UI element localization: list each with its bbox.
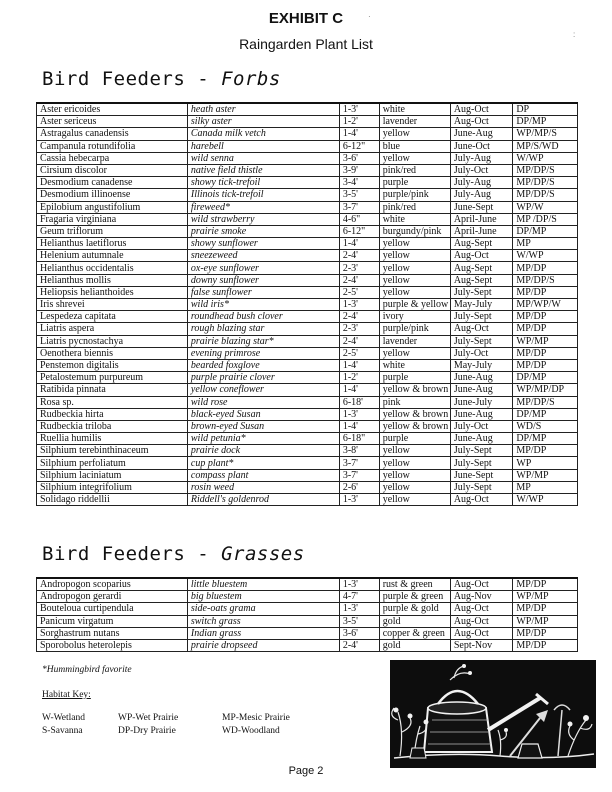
habitat-cell: WP/W bbox=[513, 201, 578, 213]
common-name-cell: prairie smoke bbox=[187, 225, 339, 237]
habitat-cell: WP/MP bbox=[513, 615, 578, 627]
common-name-cell: wild rose bbox=[187, 396, 339, 408]
bloom-time-cell: June-July bbox=[450, 396, 513, 408]
height-cell: 2-6' bbox=[339, 481, 379, 493]
flower-color-cell: yellow & brown bbox=[379, 408, 450, 420]
height-cell: 1-3' bbox=[339, 408, 379, 420]
section-title-grasses: Bird Feeders - Grasses bbox=[42, 543, 305, 565]
habitat-cell: WP/MP/DP bbox=[513, 384, 578, 396]
table-row bbox=[37, 311, 578, 323]
botanical-name-cell: Desmodium canadense bbox=[37, 177, 188, 189]
habitat-cell: MP/DP bbox=[513, 359, 578, 371]
habitat-cell: W/WP bbox=[513, 152, 578, 164]
botanical-name-cell: Petalostemum purpureum bbox=[37, 372, 188, 384]
flower-color-cell: copper & green bbox=[379, 627, 450, 639]
common-name-cell: evening primrose bbox=[187, 347, 339, 359]
common-name-cell: Indian grass bbox=[187, 627, 339, 639]
botanical-name-cell: Cirsium discolor bbox=[37, 164, 188, 176]
common-name-cell: wild iris* bbox=[187, 299, 339, 311]
bloom-time-cell: Aug-Oct bbox=[450, 116, 513, 128]
botanical-name-cell: Bouteloua curtipendula bbox=[37, 603, 188, 615]
height-cell: 2-4' bbox=[339, 335, 379, 347]
common-name-cell: wild petunia* bbox=[187, 433, 339, 445]
section-title-forbs: Bird Feeders - Forbs bbox=[42, 68, 281, 90]
flower-color-cell: lavender bbox=[379, 335, 450, 347]
table-row bbox=[37, 469, 578, 481]
height-cell: 2-4' bbox=[339, 311, 379, 323]
table-row bbox=[37, 201, 578, 213]
habitat-cell: MP/DP/S bbox=[513, 164, 578, 176]
habitat-cell: MP/DP bbox=[513, 639, 578, 651]
flower-color-cell: yellow bbox=[379, 250, 450, 262]
common-name-cell: downy sunflower bbox=[187, 274, 339, 286]
height-cell: 2-5' bbox=[339, 347, 379, 359]
botanical-name-cell: Campanula rotundifolia bbox=[37, 140, 188, 152]
botanical-name-cell: Solidago riddellii bbox=[37, 494, 188, 506]
height-cell: 6-18' bbox=[339, 396, 379, 408]
table-row bbox=[37, 627, 578, 639]
bloom-time-cell: April-June bbox=[450, 225, 513, 237]
table-row bbox=[37, 103, 578, 116]
botanical-name-cell: Penstemon digitalis bbox=[37, 359, 188, 371]
table-row bbox=[37, 396, 578, 408]
bloom-time-cell: June-Aug bbox=[450, 433, 513, 445]
flower-color-cell: yellow bbox=[379, 238, 450, 250]
habitat-cell: WD/S bbox=[513, 420, 578, 432]
botanical-name-cell: Andropogon gerardi bbox=[37, 591, 188, 603]
habitat-cell: WP/MP/S bbox=[513, 128, 578, 140]
height-cell: 2-5' bbox=[339, 286, 379, 298]
flower-color-cell: purple/pink bbox=[379, 189, 450, 201]
table-row bbox=[37, 323, 578, 335]
common-name-cell: side-oats grama bbox=[187, 603, 339, 615]
habitat-cell: MP/DP/S bbox=[513, 274, 578, 286]
botanical-name-cell: Desmodium illinoense bbox=[37, 189, 188, 201]
exhibit-label: EXHIBIT C bbox=[268, 10, 344, 27]
common-name-cell: showy tick-trefoil bbox=[187, 177, 339, 189]
botanical-name-cell: Rosa sp. bbox=[37, 396, 188, 408]
height-cell: 3-6' bbox=[339, 152, 379, 164]
height-cell: 1-4' bbox=[339, 128, 379, 140]
bloom-time-cell: July-Sept bbox=[450, 286, 513, 298]
habitat-cell: MP/WP/W bbox=[513, 299, 578, 311]
flower-color-cell: pink bbox=[379, 396, 450, 408]
table-row bbox=[37, 189, 578, 201]
botanical-name-cell: Panicum virgatum bbox=[37, 615, 188, 627]
height-cell: 4-7' bbox=[339, 591, 379, 603]
botanical-name-cell: Aster sericeus bbox=[37, 116, 188, 128]
height-cell: 6-18" bbox=[339, 433, 379, 445]
table-row bbox=[37, 603, 578, 615]
common-name-cell: bearded foxglove bbox=[187, 359, 339, 371]
flower-color-cell: yellow bbox=[379, 481, 450, 493]
bloom-time-cell: Aug-Sept bbox=[450, 274, 513, 286]
common-name-cell: prairie dock bbox=[187, 445, 339, 457]
habitat-key-item: WD-Woodland bbox=[222, 726, 280, 736]
habitat-cell: MP/DP/S bbox=[513, 177, 578, 189]
flower-color-cell: yellow bbox=[379, 262, 450, 274]
common-name-cell: fireweed* bbox=[187, 201, 339, 213]
common-name-cell: showy sunflower bbox=[187, 238, 339, 250]
table-row bbox=[37, 262, 578, 274]
botanical-name-cell: Helianthus occidentalis bbox=[37, 262, 188, 274]
botanical-name-cell: Heliopsis helianthoides bbox=[37, 286, 188, 298]
flower-color-cell: white bbox=[379, 213, 450, 225]
height-cell: 2-4' bbox=[339, 639, 379, 651]
botanical-name-cell: Helianthus mollis bbox=[37, 274, 188, 286]
forbs-table bbox=[36, 102, 578, 506]
botanical-name-cell: Ratibida pinnata bbox=[37, 384, 188, 396]
scan-speck: · bbox=[368, 12, 371, 21]
table-row bbox=[37, 433, 578, 445]
bloom-time-cell: April-June bbox=[450, 213, 513, 225]
common-name-cell: yellow coneflower bbox=[187, 384, 339, 396]
height-cell: 1-3' bbox=[339, 603, 379, 615]
habitat-cell: MP/DP/S bbox=[513, 396, 578, 408]
height-cell: 3-5' bbox=[339, 615, 379, 627]
table-row bbox=[37, 578, 578, 591]
bloom-time-cell: June-Oct bbox=[450, 140, 513, 152]
common-name-cell: wild strawberry bbox=[187, 213, 339, 225]
bloom-time-cell: July-Aug bbox=[450, 177, 513, 189]
flower-color-cell: yellow bbox=[379, 128, 450, 140]
table-row bbox=[37, 591, 578, 603]
botanical-name-cell: Epilobium angustifolium bbox=[37, 201, 188, 213]
habitat-cell: MP/S/WD bbox=[513, 140, 578, 152]
flower-color-cell: pink/red bbox=[379, 201, 450, 213]
habitat-cell: MP/DP bbox=[513, 578, 578, 591]
botanical-name-cell: Silphium perfoliatum bbox=[37, 457, 188, 469]
habitat-cell: WP/MP bbox=[513, 469, 578, 481]
table-row bbox=[37, 359, 578, 371]
height-cell: 1-4' bbox=[339, 420, 379, 432]
hummingbird-footnote: *Hummingbird favorite bbox=[42, 665, 132, 675]
height-cell: 1-4' bbox=[339, 238, 379, 250]
habitat-cell: MP/DP bbox=[513, 286, 578, 298]
botanical-name-cell: Sorghastrum nutans bbox=[37, 627, 188, 639]
flower-color-cell: yellow bbox=[379, 347, 450, 359]
flower-color-cell: purple/pink bbox=[379, 323, 450, 335]
common-name-cell: roundhead bush clover bbox=[187, 311, 339, 323]
flower-color-cell: yellow bbox=[379, 494, 450, 506]
flower-color-cell: purple bbox=[379, 372, 450, 384]
flower-color-cell: yellow & brown bbox=[379, 420, 450, 432]
flower-color-cell: white bbox=[379, 103, 450, 116]
table-row bbox=[37, 420, 578, 432]
botanical-name-cell: Lespedeza capitata bbox=[37, 311, 188, 323]
height-cell: 3-7' bbox=[339, 201, 379, 213]
botanical-name-cell: Silphium integrifolium bbox=[37, 481, 188, 493]
height-cell: 1-3' bbox=[339, 494, 379, 506]
common-name-cell: compass plant bbox=[187, 469, 339, 481]
flower-color-cell: burgundy/pink bbox=[379, 225, 450, 237]
habitat-key-item: W-Wetland bbox=[42, 713, 86, 723]
habitat-cell: DP bbox=[513, 103, 578, 116]
table-row bbox=[37, 116, 578, 128]
common-name-cell: switch grass bbox=[187, 615, 339, 627]
botanical-name-cell: Oenothera biennis bbox=[37, 347, 188, 359]
table-row bbox=[37, 250, 578, 262]
flower-color-cell: purple & gold bbox=[379, 603, 450, 615]
bloom-time-cell: May-July bbox=[450, 359, 513, 371]
bloom-time-cell: Aug-Oct bbox=[450, 250, 513, 262]
flower-color-cell: purple & yellow bbox=[379, 299, 450, 311]
flower-color-cell: ivory bbox=[379, 311, 450, 323]
habitat-cell: WP/MP bbox=[513, 591, 578, 603]
height-cell: 1-2' bbox=[339, 116, 379, 128]
height-cell: 3-7' bbox=[339, 457, 379, 469]
flower-color-cell: yellow bbox=[379, 286, 450, 298]
flower-color-cell: yellow bbox=[379, 457, 450, 469]
common-name-cell: little bluestem bbox=[187, 578, 339, 591]
bloom-time-cell: Sept-Nov bbox=[450, 639, 513, 651]
botanical-name-cell: Liatris aspera bbox=[37, 323, 188, 335]
height-cell: 1-4' bbox=[339, 384, 379, 396]
table-row bbox=[37, 615, 578, 627]
height-cell: 3-6' bbox=[339, 627, 379, 639]
habitat-key-item: DP-Dry Prairie bbox=[118, 726, 176, 736]
botanical-name-cell: Astragalus canadensis bbox=[37, 128, 188, 140]
bloom-time-cell: July-Aug bbox=[450, 189, 513, 201]
habitat-cell: MP/DP bbox=[513, 311, 578, 323]
height-cell: 1-3' bbox=[339, 103, 379, 116]
table-row bbox=[37, 164, 578, 176]
table-row bbox=[37, 274, 578, 286]
common-name-cell: harebell bbox=[187, 140, 339, 152]
flower-color-cell: gold bbox=[379, 615, 450, 627]
botanical-name-cell: Fragaria virginiana bbox=[37, 213, 188, 225]
bloom-time-cell: July-Sept bbox=[450, 311, 513, 323]
height-cell: 3-8' bbox=[339, 445, 379, 457]
bloom-time-cell: July-Sept bbox=[450, 335, 513, 347]
table-row bbox=[37, 494, 578, 506]
table-row bbox=[37, 177, 578, 189]
height-cell: 6-12" bbox=[339, 140, 379, 152]
bloom-time-cell: June-Sept bbox=[450, 469, 513, 481]
flower-color-cell: purple & green bbox=[379, 591, 450, 603]
height-cell: 1-3' bbox=[339, 299, 379, 311]
bloom-time-cell: Aug-Oct bbox=[450, 323, 513, 335]
habitat-cell: DP/MP bbox=[513, 225, 578, 237]
common-name-cell: Canada milk vetch bbox=[187, 128, 339, 140]
bloom-time-cell: Aug-Sept bbox=[450, 262, 513, 274]
habitat-cell: MP/DP bbox=[513, 603, 578, 615]
common-name-cell: prairie blazing star* bbox=[187, 335, 339, 347]
height-cell: 2-3' bbox=[339, 262, 379, 274]
flower-color-cell: yellow bbox=[379, 274, 450, 286]
botanical-name-cell: Aster ericoides bbox=[37, 103, 188, 116]
flower-color-cell: lavender bbox=[379, 116, 450, 128]
habitat-cell: MP/DP bbox=[513, 262, 578, 274]
height-cell: 1-4' bbox=[339, 359, 379, 371]
habitat-cell: W/WP bbox=[513, 250, 578, 262]
flower-color-cell: pink/red bbox=[379, 164, 450, 176]
watering-can-illustration bbox=[390, 660, 596, 768]
flower-color-cell: blue bbox=[379, 140, 450, 152]
table-row bbox=[37, 238, 578, 250]
common-name-cell: native field thistle bbox=[187, 164, 339, 176]
habitat-cell: MP/DP bbox=[513, 347, 578, 359]
height-cell: 3-9' bbox=[339, 164, 379, 176]
table-row bbox=[37, 335, 578, 347]
flower-color-cell: gold bbox=[379, 639, 450, 651]
flower-color-cell: white bbox=[379, 359, 450, 371]
table-row bbox=[37, 408, 578, 420]
habitat-cell: DP/MP bbox=[513, 433, 578, 445]
bloom-time-cell: May-July bbox=[450, 299, 513, 311]
flower-color-cell: yellow bbox=[379, 445, 450, 457]
habitat-cell: W/WP bbox=[513, 494, 578, 506]
table-row bbox=[37, 481, 578, 493]
habitat-cell: DP/MP bbox=[513, 408, 578, 420]
habitat-cell: MP bbox=[513, 481, 578, 493]
bloom-time-cell: July-Oct bbox=[450, 164, 513, 176]
habitat-cell: MP/DP bbox=[513, 627, 578, 639]
common-name-cell: rough blazing star bbox=[187, 323, 339, 335]
table-row bbox=[37, 299, 578, 311]
bloom-time-cell: June-Sept bbox=[450, 201, 513, 213]
common-name-cell: big bluestem bbox=[187, 591, 339, 603]
botanical-name-cell: Andropogon scoparius bbox=[37, 578, 188, 591]
bloom-time-cell: July-Oct bbox=[450, 347, 513, 359]
table-row bbox=[37, 152, 578, 164]
bloom-time-cell: Aug-Oct bbox=[450, 615, 513, 627]
bloom-time-cell: June-Aug bbox=[450, 372, 513, 384]
table-row bbox=[37, 213, 578, 225]
height-cell: 2-4' bbox=[339, 250, 379, 262]
botanical-name-cell: Ruellia humilis bbox=[37, 433, 188, 445]
botanical-name-cell: Rudbeckia triloba bbox=[37, 420, 188, 432]
bloom-time-cell: June-Aug bbox=[450, 128, 513, 140]
habitat-cell: DP/MP bbox=[513, 372, 578, 384]
scan-speck: : bbox=[573, 30, 576, 39]
common-name-cell: silky aster bbox=[187, 116, 339, 128]
flower-color-cell: purple bbox=[379, 177, 450, 189]
common-name-cell: false sunflower bbox=[187, 286, 339, 298]
height-cell: 3-5' bbox=[339, 189, 379, 201]
habitat-cell: MP bbox=[513, 238, 578, 250]
flower-color-cell: rust & green bbox=[379, 578, 450, 591]
habitat-cell: MP/DP bbox=[513, 445, 578, 457]
habitat-key-item: MP-Mesic Prairie bbox=[222, 713, 290, 723]
table-row bbox=[37, 128, 578, 140]
common-name-cell: wild senna bbox=[187, 152, 339, 164]
common-name-cell: cup plant* bbox=[187, 457, 339, 469]
bloom-time-cell: Aug-Oct bbox=[450, 578, 513, 591]
common-name-cell: rosin weed bbox=[187, 481, 339, 493]
habitat-cell: MP /DP/S bbox=[513, 213, 578, 225]
habitat-cell: MP/DP/S bbox=[513, 189, 578, 201]
height-cell: 2-4' bbox=[339, 274, 379, 286]
habitat-cell: WP/MP bbox=[513, 335, 578, 347]
bloom-time-cell: Aug-Oct bbox=[450, 103, 513, 116]
bloom-time-cell: Aug-Nov bbox=[450, 591, 513, 603]
common-name-cell: purple prairie clover bbox=[187, 372, 339, 384]
common-name-cell: brown-eyed Susan bbox=[187, 420, 339, 432]
grasses-table bbox=[36, 577, 578, 652]
bloom-time-cell: July-Oct bbox=[450, 420, 513, 432]
botanical-name-cell: Liatris pycnostachya bbox=[37, 335, 188, 347]
common-name-cell: ox-eye sunflower bbox=[187, 262, 339, 274]
table-row bbox=[37, 457, 578, 469]
botanical-name-cell: Helenium autumnale bbox=[37, 250, 188, 262]
common-name-cell: Illinois tick-trefoil bbox=[187, 189, 339, 201]
bloom-time-cell: July-Sept bbox=[450, 457, 513, 469]
habitat-cell: MP/DP bbox=[513, 323, 578, 335]
height-cell: 6-12" bbox=[339, 225, 379, 237]
table-row bbox=[37, 384, 578, 396]
flower-color-cell: purple bbox=[379, 433, 450, 445]
botanical-name-cell: Sporobolus heterolepis bbox=[37, 639, 188, 651]
height-cell: 4-6" bbox=[339, 213, 379, 225]
botanical-name-cell: Helianthus laetiflorus bbox=[37, 238, 188, 250]
botanical-name-cell: Iris shrevei bbox=[37, 299, 188, 311]
botanical-name-cell: Cassia hebecarpa bbox=[37, 152, 188, 164]
botanical-name-cell: Silphium laciniatum bbox=[37, 469, 188, 481]
habitat-key-item: S-Savanna bbox=[42, 726, 83, 736]
common-name-cell: Riddell's goldenrod bbox=[187, 494, 339, 506]
bloom-time-cell: Aug-Sept bbox=[450, 238, 513, 250]
botanical-name-cell: Geum triflorum bbox=[37, 225, 188, 237]
habitat-cell: WP bbox=[513, 457, 578, 469]
bloom-time-cell: Aug-Oct bbox=[450, 494, 513, 506]
table-row bbox=[37, 225, 578, 237]
common-name-cell: prairie dropseed bbox=[187, 639, 339, 651]
table-row bbox=[37, 639, 578, 651]
habitat-key-item: WP-Wet Prairie bbox=[118, 713, 179, 723]
table-row bbox=[37, 140, 578, 152]
common-name-cell: black-eyed Susan bbox=[187, 408, 339, 420]
habitat-key-title: Habitat Key: bbox=[42, 690, 91, 700]
table-row bbox=[37, 347, 578, 359]
height-cell: 1-3' bbox=[339, 578, 379, 591]
bloom-time-cell: June-Aug bbox=[450, 408, 513, 420]
bloom-time-cell: Aug-Oct bbox=[450, 603, 513, 615]
bloom-time-cell: Aug-Oct bbox=[450, 627, 513, 639]
page-number: Page 2 bbox=[288, 765, 324, 777]
bloom-time-cell: June-Aug bbox=[450, 384, 513, 396]
table-row bbox=[37, 372, 578, 384]
flower-color-cell: yellow bbox=[379, 469, 450, 481]
botanical-name-cell: Silphium terebinthinaceum bbox=[37, 445, 188, 457]
botanical-name-cell: Rudbeckia hirta bbox=[37, 408, 188, 420]
table-row bbox=[37, 445, 578, 457]
common-name-cell: heath aster bbox=[187, 103, 339, 116]
height-cell: 1-2' bbox=[339, 372, 379, 384]
bloom-time-cell: July-Sept bbox=[450, 445, 513, 457]
height-cell: 3-4' bbox=[339, 177, 379, 189]
bloom-time-cell: July-Aug bbox=[450, 152, 513, 164]
table-row bbox=[37, 286, 578, 298]
flower-color-cell: yellow & brown bbox=[379, 384, 450, 396]
height-cell: 2-3' bbox=[339, 323, 379, 335]
bloom-time-cell: July-Sept bbox=[450, 481, 513, 493]
document-subtitle: Raingarden Plant List bbox=[239, 36, 373, 52]
flower-color-cell: yellow bbox=[379, 152, 450, 164]
habitat-cell: DP/MP bbox=[513, 116, 578, 128]
common-name-cell: sneezeweed bbox=[187, 250, 339, 262]
height-cell: 3-7' bbox=[339, 469, 379, 481]
